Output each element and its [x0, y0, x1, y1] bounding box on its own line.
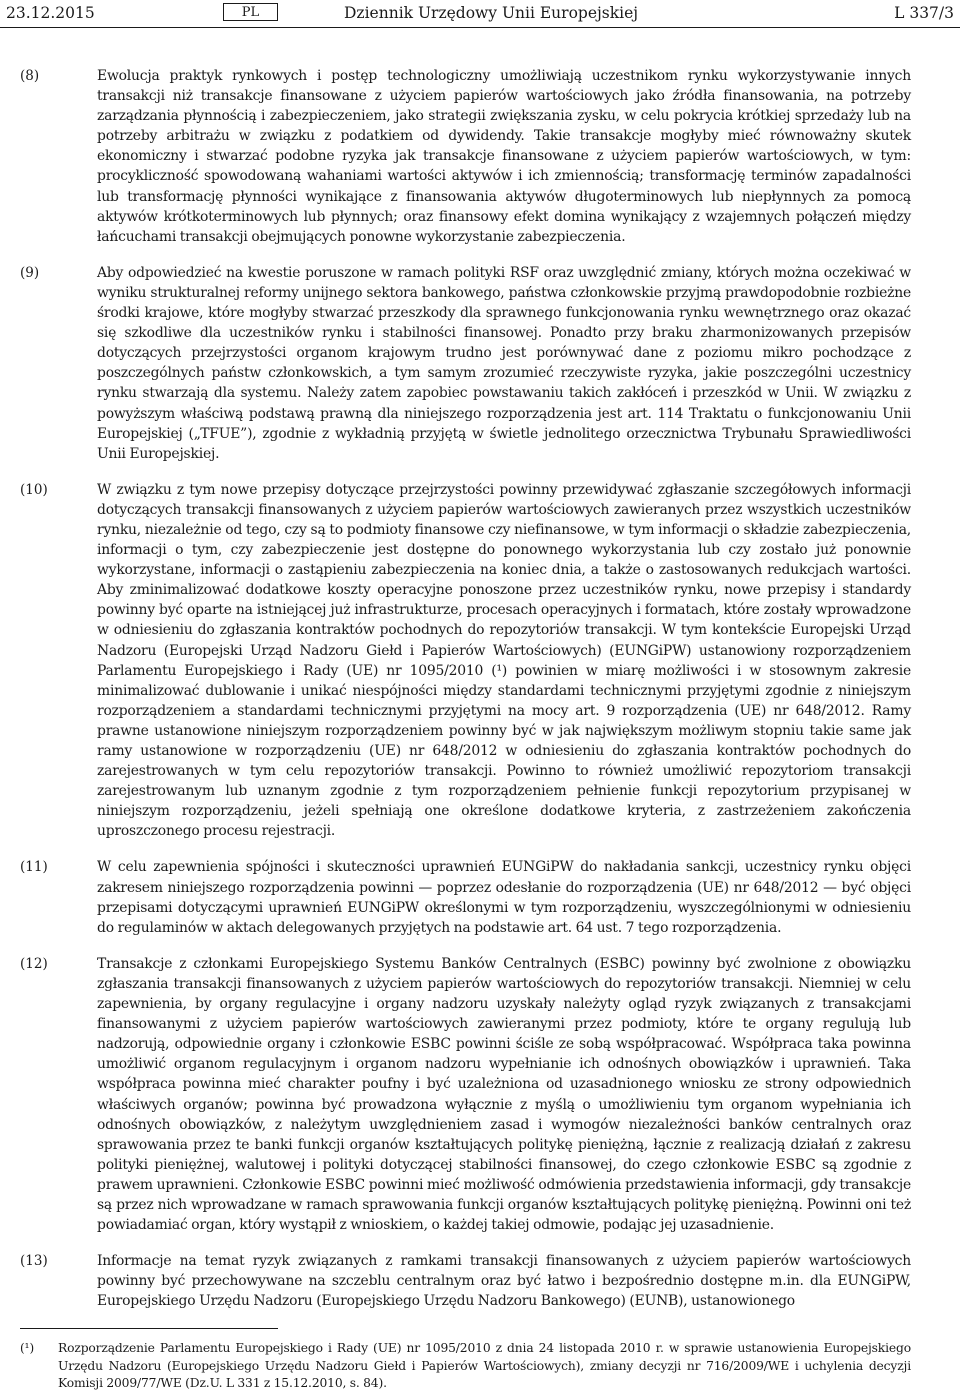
header-divider [0, 27, 960, 28]
page-header [0, 0, 960, 32]
journal-title: Dziennik Urzędowy Unii Europejskiej [344, 4, 639, 22]
recital-text: Ewolucja praktyk rynkowych i postęp technologiczny umożliwiają uczestnikom rynku wykorzystywanie innych transakcji niż transakcje finansowane z użyciem papierów wartościowych jako źródła finansowania, na potrzeby zarządzania płynnością i zabezpieczeniem, jako strategii zwiększania zysku, w celu pokrycia krótkiej sprzedaży lub na potrzeby arbitrażu w związku z podatkiem od dywidendy. Takie transakcje mogłyby mieć równoważny skutek ekonomiczny i stwarzać podobne ryzyka jak transakcje finansowane z użyciem papierów wartościowych, w tym: procykliczność spowodowaną wahaniami wartości aktywów i ich zmiennością; transformację terminów zapadalności lub transformację płynności wynikające z finansowania aktywów długoterminowych lub niepłynnych za pomocą aktywów krótkoterminowych lub płynnych; oraz finansowy efekt domina wynikający z wzajemnych połączeń między łańcuchami transakcji obejmujących ponowne wykorzystanie zabezpieczenia. [97, 68, 911, 245]
footnote-text: Rozporządzenie Parlamentu Europejskiego i Rady (UE) nr 1095/2010 z dnia 24 listopada 2010 r. w sprawie ustanowienia Europejskiego Urzędu Nadzoru (Europejskiego Urzędu Nadzoru Giełd i Papierów Wartościowych), zmiany decyzji nr 716/2009/WE i uchylenia decyzji Komisji 2009/77/WE (Dz.U. L 331 z 15.12.2010, s. 84). [58, 1341, 911, 1390]
footnote [20, 1340, 911, 1393]
recital-text: Aby odpowiedzieć na kwestie poruszone w ramach polityki RSF oraz uwzględnić zmiany, których można oczekiwać w wyniku strukturalnej reformy unijnego sektora bankowego, państwa członkowskie przyjmą prawdopodobnie rozbieżne środki krajowe, które mogłyby stwarzać przeszkody dla sprawnego funkcjonowania rynku wewnętrznego oraz okazać się szkodliwe dla uczestników rynku i stabilności finansowej. Ponadto przy braku zharmonizowanych przepisów dotyczących przejrzystości organom krajowym trudno jest porównywać dane z poziomu mikro pochodzące z poszczególnych państw członkowskich, a tym samym zrozumieć rzeczywiste ryzyka, jakie poszczególni uczestnicy rynku stwarzają dla systemu. Należy zatem zapobiec powstawaniu takich zakłóceń i przeszkód w Unii. W związku z powyższym właściwą podstawą prawną dla niniejszego rozporządzenia jest art. 114 Traktatu o funkcjonowaniu Unii Europejskiej („TFUE”), zgodnie z wykładnią przyjętą w świetle jednolitego orzecznictwa Trybunału Sprawiedliwości Unii Europejskiej. [97, 264, 911, 462]
publication-date: 23.12.2015 [6, 4, 95, 22]
recital-10 [0, 480, 960, 842]
document-body [0, 66, 960, 1327]
recital-8 [0, 66, 960, 247]
footnote-mark: (¹) [20, 1341, 35, 1355]
recital-number: (13) [20, 1253, 48, 1270]
recital-text: W celu zapewnienia spójności i skuteczności uprawnień EUNGiPW do nakładania sankcji, uczestnicy rynku objęci zakresem niniejszego rozporządzenia powinni — poprzez odesłanie do rozporządzenia (UE) nr 648/2012 — być objęci przepisami dotyczącymi uprawnień EUNGiPW określonymi w tym rozporządzeniu, wyszczególnionymi w odniesieniu do regulaminów w aktach delegowanych przyjętych na podstawie art. 64 ust. 7 tego rozporządzenia. [97, 859, 911, 936]
recital-9 [0, 263, 960, 464]
recital-number: (8) [20, 68, 40, 84]
recital-13 [0, 1251, 960, 1311]
recital-11 [0, 857, 960, 937]
recital-number: (11) [20, 859, 48, 876]
recital-number: (10) [20, 481, 48, 498]
recital-text: Informacje na temat ryzyk związanych z ramkami transakcji finansowanych z użyciem papierów wartościowych powinny być przechowywane na szczeblu centralnym oraz być łatwo i bezpośrednio dostępne m.in. dla EUNGiPW, Europejskiego Urzędu Nadzoru (Europejskiego Urzędu Nadzoru Bankowego) (EUNB), ustanowionego [97, 1253, 911, 1310]
language-badge: PL [223, 3, 278, 21]
recital-text: W związku z tym nowe przepisy dotyczące przejrzystości powinny przewidywać zgłaszanie szczegółowych informacji dotyczących transakcji finansowanych z użyciem papierów wartościowych zawieranych przez wszystkich uczestników rynku, niezależnie od tego, czy są to podmioty finansowe czy niefinansowe, w tym informacji o składzie zabezpieczenia, informacji o tym, czy zabezpieczenie jest dostępne do ponownego wykorzystania lub czy zostało już ponownie wykorzystane, informacji o zastąpieniu zabezpieczenia na koniec dnia, a także o zastosowanych redukcjach wartości. Aby zminimalizować dodatkowe koszty operacyjne ponoszone przez uczestników rynku, nowe przepisy i standardy powinny być oparte na istniejącej już infrastrukturze, procesach operacyjnych i formatach, które zostały wprowadzone w odniesieniu do zgłaszania kontraktów pochodnych do repozytoriów transakcji. W tym kontekście Europejski Urząd Nadzoru (Europejski Urząd Nadzoru Giełd i Papierów Wartościowych) (EUNGiPW) ustanowiony rozporządzeniem Parlamentu Europejskiego i Rady (UE) nr 1095/2010 (¹) powinien w miarę możliwości i w stosownym zakresie minimalizować dublowanie i unikać niespójności między standardami technicznymi przyjętymi zgodnie z niniejszym rozporządzeniem a standardami technicznymi przyjętymi na mocy art. 9 rozporządzenia (UE) nr 648/2012. Ramy prawne ustanowione niniejszym rozporządzeniem powinny być w jak największym możliwym stopniu takie same jak ramy ustanowione w rozporządzeniu (UE) nr 648/2012 w odniesieniu do zgłaszania kontraktów pochodnych do zarejestrowanych w tym celu repozytoriów transakcji. Powinno to również umożliwić repozytoriom transakcji zarejestrowanym lub uznanym zgodnie z tym rozporządzeniem pełnienie funkcji repozytorium przypisanej w niniejszym rozporządzeniu, jeżeli spełniają one określone dodatkowe kryteria, z zastrzeżeniem zakończenia uproszczonego procesu rejestracji. [97, 481, 911, 840]
page-reference: L 337/3 [894, 4, 954, 22]
recital-number: (12) [20, 955, 48, 972]
recital-text: Transakcje z członkami Europejskiego Systemu Banków Centralnych (ESBC) powinny być zwolnione z obowiązku zgłaszania transakcji finansowanych z użyciem papierów wartościowych do repozytoriów transakcji. Niemniej w celu zapewnienia, by organy regulacyjne i organy nadzoru uzyskały należyty ogląd ryzyk związanych z transakcjami finansowanymi z użyciem papierów wartościowych zawieranymi przez podmioty, które te organy regulują lub nadzorują, odpowiednie organy i członkowie ESBC powinni ściśle ze sobą współpracować. Współpraca taka powinna umożliwić organom regulacyjnym i organom nadzoru wypełnianie ich odnośnych obowiązków i uprawnień. Taka współpraca powinna mieć charakter poufny i być uzależniona od uzasadnionego wniosku ze strony odpowiednich właściwych organów; powinna być prowadzona wyłącznie z myślą o umożliwieniu tym organom wypełniania ich odnośnych obowiązków, z należytym uwzględnieniem zasad i wymogów niezależności banków centralnych oraz sprawowania przez te banki funkcji organów kształtujących politykę pieniężną, łącznie z realizacją działań z zakresu polityki pieniężnej, walutowej i polityki dotyczącej stabilności finansowej, do czego członkowie ESBC są zgodnie z prawem uprawnieni. Członkowie ESBC powinni mieć możliwość odmówienia przedstawienia informacji, gdy transakcje są przez nich wprowadzane w ramach sprawowania funkcji organów kształtujących politykę pieniężną. Powinni oni też powiadamiać organ, który wystąpił z wnioskiem, o każdej takiej odmowie, podając jej uzasadnienie. [97, 955, 911, 1234]
footnote-divider [20, 1328, 278, 1329]
recital-number: (9) [20, 264, 40, 281]
recital-12 [0, 954, 960, 1235]
